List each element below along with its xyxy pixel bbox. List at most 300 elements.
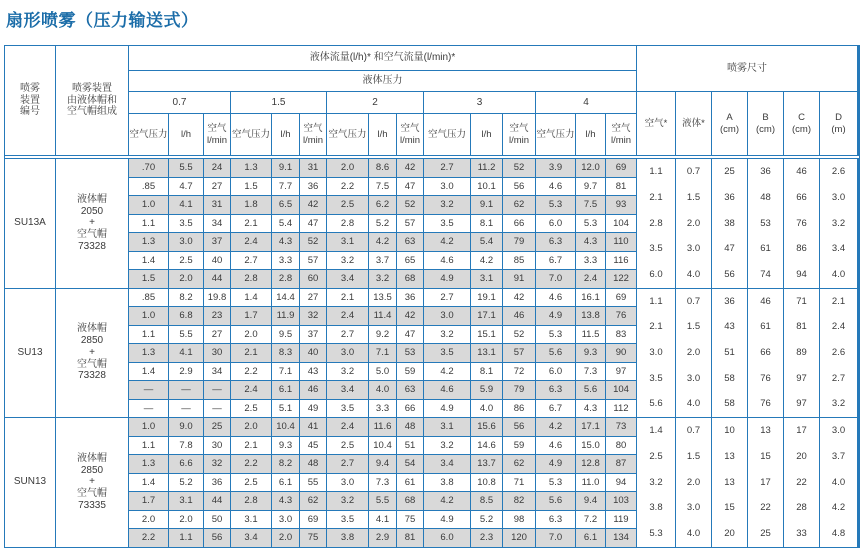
data-cell: 9.1 [471,196,502,214]
data-cell: 32 [300,307,326,325]
data-cell: 9.3 [576,344,605,362]
data-cell: 1.1 [169,529,203,547]
data-cell: 3.1 [169,492,203,510]
data-cell: 83 [606,326,636,344]
data-cell: 4.6 [536,178,575,196]
data-cell: 3.1 [231,511,271,529]
data-cell: 12.0 [576,159,605,177]
data-cell: 2.7 [231,252,271,270]
data-cell: 5.2 [169,474,203,492]
data-cell: 13.8 [576,307,605,325]
data-cell: 5.5 [369,492,396,510]
table-header [5,46,859,155]
data-cell: 86 [503,400,535,418]
data-cell: 6.7 [536,252,575,270]
sub-header-lh: l/h [576,114,605,155]
data-cell: 61 [397,474,423,492]
dim-values: 1.1 2.1 2.8 3.5 6.0 [637,159,675,288]
data-cell: 2.7 [424,159,470,177]
device-id: SU13A [5,159,55,288]
data-cell: 5.3 [536,196,575,214]
dim-header-5: C (cm) [784,92,819,155]
dim-values: 25 36 38 47 56 [712,159,747,288]
data-cell: 6.0 [536,215,575,233]
data-cell: 134 [606,529,636,547]
data-cell: 94 [606,474,636,492]
data-cell: 69 [300,511,326,529]
data-cell: 4.3 [576,400,605,418]
data-cell: 3.8 [424,474,470,492]
data-cell: 4.0 [369,381,396,399]
spray-spec-table [4,45,860,548]
data-cell: 3.5 [424,344,470,362]
data-cell: 5.4 [272,215,299,233]
data-cell: 69 [606,289,636,307]
data-cell: 40 [204,252,230,270]
data-cell: 52 [397,196,423,214]
data-cell: 2.5 [231,400,271,418]
data-cell: 4.1 [369,511,396,529]
data-cell: 112 [606,400,636,418]
data-cell: 116 [606,252,636,270]
data-cell: 7.1 [272,363,299,381]
data-cell: 5.5 [169,326,203,344]
sub-header-lh: l/h [369,114,396,155]
data-cell: 36 [204,474,230,492]
data-cell: 27 [204,178,230,196]
data-cell: 3.2 [424,196,470,214]
data-cell: 37 [300,326,326,344]
pressure-title: 液体压力 [129,71,636,91]
data-cell: 97 [606,363,636,381]
data-cell: 31 [300,159,326,177]
data-cell: 6.1 [272,474,299,492]
data-cell: 3.0 [272,511,299,529]
device-id: SUN13 [5,418,55,547]
data-cell: 2.4 [327,307,368,325]
dim-values: 3.0 3.7 4.0 4.2 4.8 [820,418,857,547]
data-cell: 3.0 [424,307,470,325]
data-cell: 4.2 [536,418,575,436]
data-cell: 57 [503,344,535,362]
dim-values: 2.1 2.4 2.6 2.7 3.2 [820,289,857,418]
data-cell: 4.9 [536,307,575,325]
data-cell: 16.1 [576,289,605,307]
data-cell: 4.1 [169,344,203,362]
data-cell: 1.1 [129,326,168,344]
data-cell: 37 [204,233,230,251]
pressure-value: 4 [536,92,636,113]
data-cell: 2.8 [231,492,271,510]
data-cell: 1.3 [129,233,168,251]
section-su13 [5,289,859,418]
data-cell: 3.1 [471,270,502,288]
dim-values: 13 15 17 22 25 [748,418,783,547]
data-cell: 8.1 [471,215,502,233]
data-cell: 4.0 [471,400,502,418]
data-cell: 2.2 [231,455,271,473]
data-cell: 104 [606,381,636,399]
dim-header-3: A (cm) [712,92,747,155]
data-cell: 3.0 [327,474,368,492]
data-cell: 32 [204,455,230,473]
data-cell: 63 [397,233,423,251]
data-cell: 4.3 [272,233,299,251]
data-cell: 7.0 [536,529,575,547]
data-cell: 75 [300,529,326,547]
pressure-value: 1.5 [231,92,326,113]
data-cell: 5.3 [576,215,605,233]
data-cell: — [204,400,230,418]
data-cell: 13.5 [369,289,396,307]
sub-header-air-flow: 空气 l/min [503,114,535,155]
data-cell: 17.1 [471,307,502,325]
data-cell: 43 [300,363,326,381]
data-cell: 76 [606,307,636,325]
data-cell: 7.2 [576,511,605,529]
sub-header-lh: l/h [272,114,299,155]
data-cell: 2.7 [424,289,470,307]
dim-values: 1.4 2.5 3.2 3.8 5.3 [637,418,675,547]
data-cell: 3.1 [327,233,368,251]
data-cell: 13.7 [471,455,502,473]
data-cell: 2.0 [231,418,271,436]
data-cell: 9.5 [272,326,299,344]
data-cell: 2.0 [231,326,271,344]
data-cell: 1.4 [129,363,168,381]
data-cell: 11.4 [369,307,396,325]
dim-header-1: 空气* [637,92,675,155]
data-cell: 98 [503,511,535,529]
data-cell: 81 [606,178,636,196]
data-cell: 4.3 [576,233,605,251]
data-cell: — [129,400,168,418]
sub-header-air-pressure: 空气压力 [231,114,271,155]
data-cell: 47 [300,215,326,233]
dim-values: 1.1 2.1 3.0 3.5 5.6 [637,289,675,418]
data-cell: .85 [129,289,168,307]
data-cell: 2.0 [169,270,203,288]
data-cell: 6.7 [536,400,575,418]
data-cell: 53 [397,344,423,362]
data-cell: 47 [397,326,423,344]
data-cell: 10.1 [471,178,502,196]
page-title: 扇形喷雾（压力输送式） [6,11,199,30]
data-cell: 5.9 [471,381,502,399]
data-cell: 2.7 [327,455,368,473]
data-cell: 6.3 [536,233,575,251]
data-cell: 12.8 [576,455,605,473]
sub-header-lh: l/h [169,114,203,155]
data-cell: 34 [204,363,230,381]
data-cell: 1.3 [129,344,168,362]
data-cell: 1.4 [231,289,271,307]
data-cell: 7.3 [576,363,605,381]
sub-header-air-flow: 空气 l/min [606,114,636,155]
data-cell: 87 [606,455,636,473]
dim-header-4: B (cm) [748,92,783,155]
data-cell: 3.4 [327,270,368,288]
sub-header-air-flow: 空气 l/min [300,114,326,155]
data-cell: 68 [397,492,423,510]
data-cell: 3.2 [327,252,368,270]
data-cell: 3.3 [576,252,605,270]
data-cell: 69 [606,159,636,177]
data-cell: 17.1 [576,418,605,436]
data-cell: 2.4 [231,233,271,251]
data-cell: 8.1 [471,363,502,381]
data-cell: 1.5 [129,270,168,288]
data-cell: 1.8 [231,196,271,214]
data-cell: 3.9 [536,159,575,177]
data-cell: 56 [503,418,535,436]
data-cell: 9.7 [576,178,605,196]
dim-values: 36 43 51 58 58 [712,289,747,418]
data-cell: 9.3 [272,437,299,455]
data-cell: 2.4 [576,270,605,288]
data-cell: 15.0 [576,437,605,455]
dim-values: 46 66 76 86 94 [784,159,819,288]
data-cell: 42 [397,159,423,177]
data-cell: 5.1 [272,400,299,418]
data-cell: .85 [129,178,168,196]
data-cell: 6.3 [536,511,575,529]
data-cell: 11.5 [576,326,605,344]
data-cell: 5.3 [536,474,575,492]
dim-values: 10 13 13 15 20 [712,418,747,547]
data-cell: 14.6 [471,437,502,455]
data-cell: 3.4 [231,529,271,547]
dim-values: 36 48 53 61 74 [748,159,783,288]
dim-values: 0.7 1.5 2.0 3.0 4.0 [676,418,711,547]
caps-cell: 液体帽 2850 + 空气帽 73328 [56,289,128,418]
data-cell: 5.5 [169,159,203,177]
section-su13a [5,159,859,288]
data-cell: 1.7 [129,492,168,510]
data-cell: 1.3 [231,159,271,177]
data-cell: 2.3 [471,529,502,547]
data-cell: 41 [300,418,326,436]
data-cell: 63 [397,381,423,399]
data-cell: 119 [606,511,636,529]
data-cell: 23 [204,307,230,325]
data-cell: 6.2 [369,196,396,214]
data-cell: 7.8 [169,437,203,455]
section-sun13 [5,418,859,547]
data-cell: 4.2 [424,233,470,251]
pressure-value: 3 [424,92,535,113]
data-cell: 79 [503,381,535,399]
data-cell: 10.8 [471,474,502,492]
dim-values: 0.7 1.5 2.0 3.0 4.0 [676,159,711,288]
data-cell: 4.2 [424,363,470,381]
device-id: SU13 [5,289,55,418]
data-cell: 1.1 [129,215,168,233]
data-cell: 62 [503,196,535,214]
data-cell: 3.5 [327,400,368,418]
data-cell: 85 [503,252,535,270]
data-cell: 1.5 [231,178,271,196]
data-cell: 8.2 [272,455,299,473]
data-cell: 2.8 [327,215,368,233]
data-cell: 103 [606,492,636,510]
data-cell: 2.2 [327,178,368,196]
data-cell: 2.9 [169,363,203,381]
data-cell: 11.2 [471,159,502,177]
data-cell: 2.8 [231,270,271,288]
data-cell: 11.6 [369,418,396,436]
data-cell: 10.4 [272,418,299,436]
data-cell: 11.0 [576,474,605,492]
spray-size-title: 喷雾尺寸 [637,46,857,91]
data-cell: 72 [503,363,535,381]
data-cell: 51 [397,437,423,455]
data-cell: — [204,381,230,399]
data-cell: 3.2 [327,492,368,510]
data-cell: 4.7 [169,178,203,196]
pressure-value: 0.7 [129,92,230,113]
data-cell: 50 [204,511,230,529]
data-cell: 47 [397,178,423,196]
data-cell: 4.2 [424,492,470,510]
data-cell: 3.1 [424,418,470,436]
data-cell: 1.0 [129,196,168,214]
data-cell: 5.2 [369,215,396,233]
data-cell: 4.9 [424,511,470,529]
sub-header-lh: l/h [471,114,502,155]
data-cell: 31 [204,196,230,214]
data-cell: 2.5 [327,196,368,214]
data-cell: 46 [300,381,326,399]
data-cell: 40 [300,344,326,362]
data-cell: 93 [606,196,636,214]
data-cell: 104 [606,215,636,233]
data-cell: 9.2 [369,326,396,344]
data-cell: 60 [300,270,326,288]
data-cell: 6.6 [169,455,203,473]
data-cell: 55 [300,474,326,492]
data-cell: 19.8 [204,289,230,307]
data-cell: 3.2 [369,270,396,288]
data-cell: 6.5 [272,196,299,214]
data-cell: 42 [397,307,423,325]
data-cell: 8.5 [471,492,502,510]
data-cell: 4.2 [369,233,396,251]
data-cell: 6.8 [169,307,203,325]
data-cell: 1.0 [129,418,168,436]
data-cell: 7.5 [369,178,396,196]
data-cell: 62 [503,455,535,473]
data-cell: 52 [503,326,535,344]
data-cell: 2.1 [231,437,271,455]
data-cell: 3.0 [424,178,470,196]
dim-values: 71 81 89 97 97 [784,289,819,418]
data-cell: 3.8 [327,529,368,547]
data-cell: 4.1 [169,196,203,214]
data-cell: 1.3 [129,455,168,473]
data-cell: 2.5 [327,437,368,455]
data-cell: 3.5 [327,511,368,529]
data-cell: 3.0 [327,344,368,362]
data-cell: 19.1 [471,289,502,307]
sub-header-air-flow: 空气 l/min [204,114,230,155]
data-cell: 2.5 [231,474,271,492]
data-cell: 52 [503,159,535,177]
data-cell: 59 [397,363,423,381]
data-cell: 6.0 [536,363,575,381]
data-cell: 56 [204,529,230,547]
dim-values: 0.7 1.5 2.0 3.0 4.0 [676,289,711,418]
col-header-composition: 喷雾装置 由液体帽和 空气帽组成 [56,46,128,155]
data-cell: 2.4 [327,418,368,436]
data-cell: 2.7 [327,326,368,344]
data-cell: 5.4 [471,233,502,251]
pressure-value: 2 [327,92,423,113]
sub-header-air-pressure: 空气压力 [129,114,168,155]
data-cell: 15.1 [471,326,502,344]
data-cell: 2.0 [129,511,168,529]
data-cell: 5.2 [471,511,502,529]
data-cell: 75 [397,511,423,529]
flow-title: 液体流量(l/h)* 和空气流量(l/min)* [129,46,636,70]
data-cell: 110 [606,233,636,251]
data-cell: 2.0 [327,159,368,177]
caps-cell: 液体帽 2850 + 空气帽 73335 [56,418,128,547]
data-cell: 4.9 [424,400,470,418]
col-header-device-no: 喷雾 装置 编号 [5,46,55,155]
data-cell: 2.1 [327,289,368,307]
data-cell: 2.9 [369,529,396,547]
data-cell: 45 [300,437,326,455]
data-cell: 3.0 [169,233,203,251]
data-cell: — [169,381,203,399]
data-cell: 7.7 [272,178,299,196]
data-cell: 65 [397,252,423,270]
data-cell: 59 [503,437,535,455]
data-cell: 57 [397,215,423,233]
data-cell: 56 [503,178,535,196]
data-cell: 66 [503,215,535,233]
data-cell: 49 [300,400,326,418]
data-cell: 2.2 [129,529,168,547]
data-cell: 3.3 [272,252,299,270]
data-cell: 44 [204,270,230,288]
data-cell: 9.0 [169,418,203,436]
data-cell: 68 [397,270,423,288]
data-cell: 2.0 [169,511,203,529]
data-cell: 9.4 [369,455,396,473]
data-cell: 8.6 [369,159,396,177]
data-cell: 2.1 [231,344,271,362]
data-cell: 2.5 [169,252,203,270]
data-cell: 42 [503,289,535,307]
data-cell: 82 [503,492,535,510]
data-cell: 10.4 [369,437,396,455]
data-cell: 30 [204,344,230,362]
data-cell: 48 [300,455,326,473]
data-cell: 2.0 [272,529,299,547]
data-cell: 5.6 [536,492,575,510]
data-cell: 3.2 [327,363,368,381]
data-cell: 4.6 [536,289,575,307]
data-cell: 3.7 [369,252,396,270]
data-cell: 122 [606,270,636,288]
sub-header-air-flow: 空气 l/min [397,114,423,155]
data-cell: 6.3 [536,381,575,399]
data-cell: 62 [300,492,326,510]
data-cell: 3.2 [424,326,470,344]
data-cell: 5.6 [576,381,605,399]
